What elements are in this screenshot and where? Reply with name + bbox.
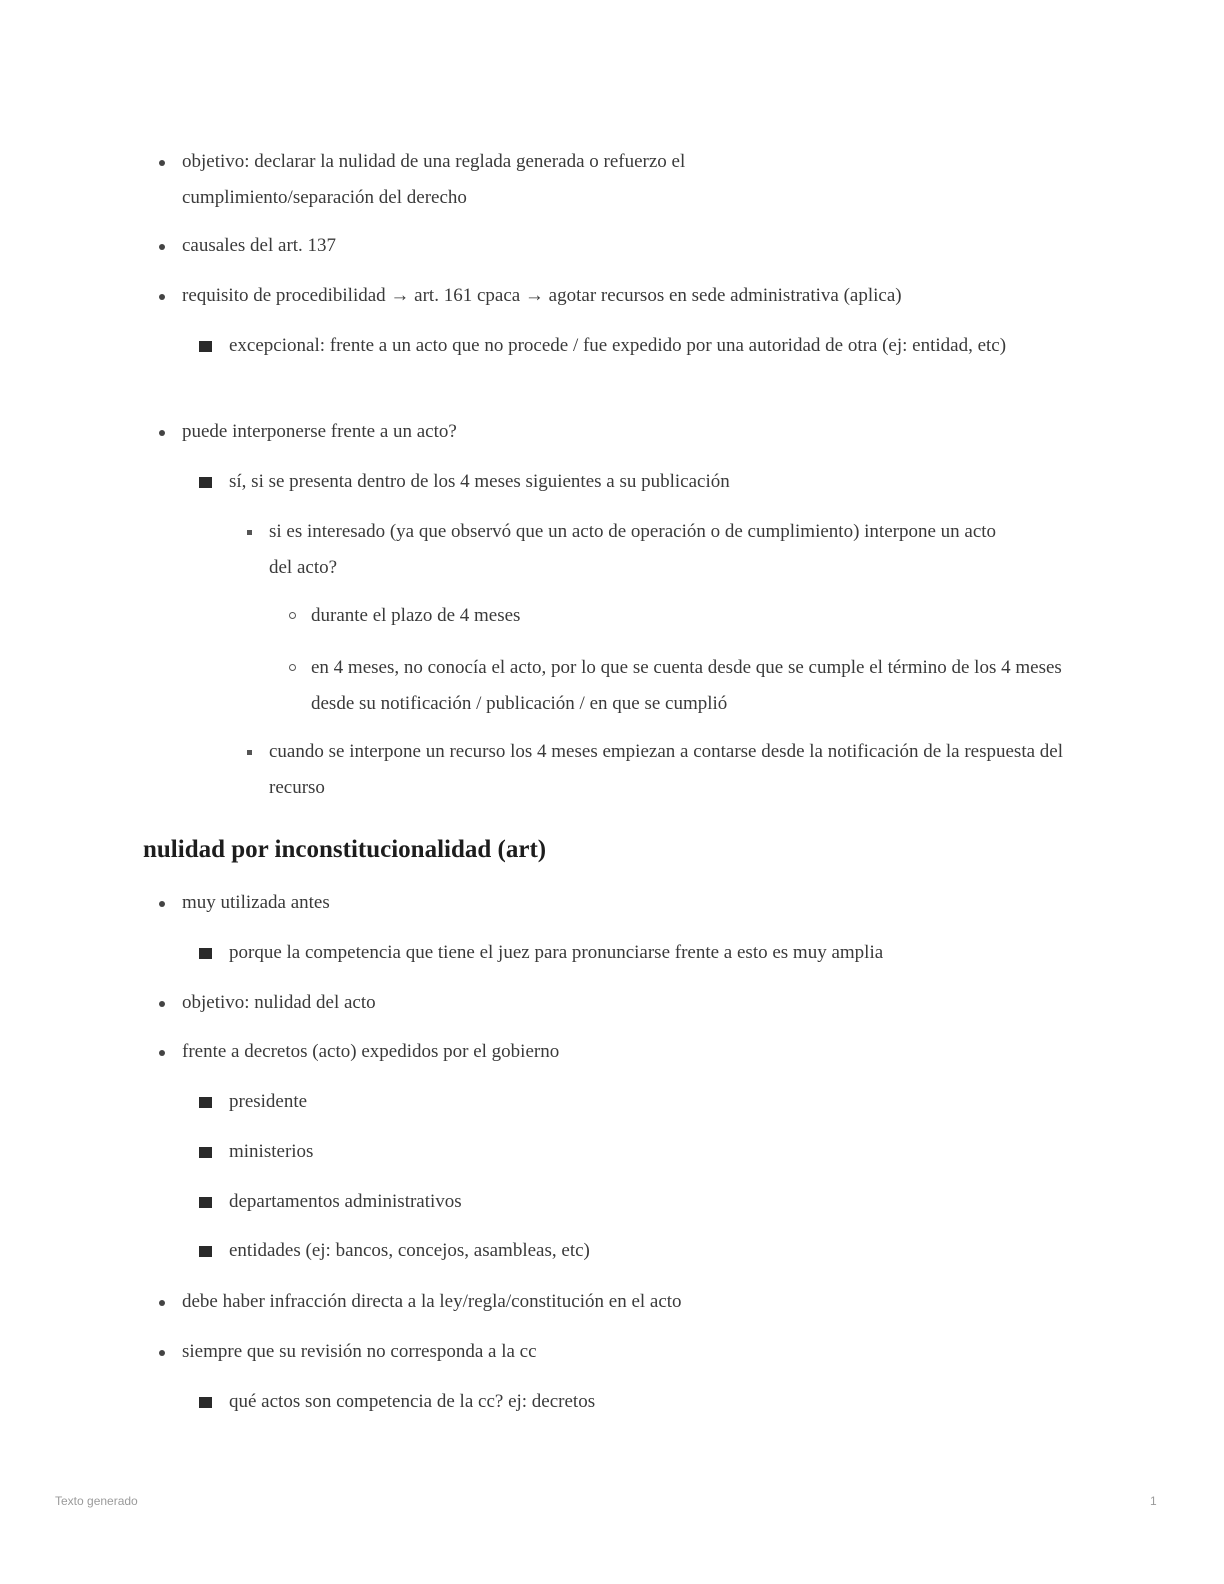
list-item-text: cuando se interpone un recurso los 4 meses empiezan a contarse desde la notificación de la respuesta del recurso [269,741,1064,798]
bullet-icon [199,1147,212,1158]
bullet-icon [159,901,165,907]
bullet-icon [159,1050,165,1056]
list-item-text: ministerios [229,1141,314,1162]
list-item-text: si es interesado (ya que observó que un acto de operación o de cumplimiento) interpone un acto del acto? [269,521,997,578]
bullet-icon [159,430,165,436]
bullet-icon [199,1197,212,1208]
bullet-icon [289,664,296,671]
list-item-text: siempre que su revisión no corresponda a la cc [182,1341,537,1362]
list-item-text: presidente [229,1091,308,1112]
bullet-icon [159,1350,165,1356]
bullet-icon [199,341,212,352]
list-item-text: qué actos son competencia de la cc? ej: decretos [229,1391,596,1412]
list-item-text: departamentos administrativos [229,1191,462,1212]
bullet-icon [159,1001,165,1007]
bullet-icon [159,244,165,250]
bullet-icon [247,750,252,755]
list-item-text: durante el plazo de 4 meses [311,605,521,626]
bullet-icon [159,1300,165,1306]
list-item-text: causales del art. 137 [182,235,337,256]
page-number: 1 [1150,1494,1157,1508]
bullet-icon [199,477,212,488]
list-item-text: en 4 meses, no conocía el acto, por lo que se cuenta desde que se cumple el término de los 4 meses desde su notificación / publicación / en que se cumplió [311,657,1062,714]
bullet-icon [159,160,165,166]
bullet-icon [289,612,296,619]
list-item-text: requisito de procedibilidad → art. 161 cpaca → agotar recursos en sede administrativa (aplica) [182,285,902,306]
list-item-text: debe haber infracción directa a la ley/regla/constitución en el acto [182,1291,682,1312]
list-item-text: objetivo: nulidad del acto [182,992,376,1013]
bullet-icon [247,530,252,535]
bullet-icon [199,948,212,959]
list-item-text: porque la competencia que tiene el juez para pronunciarse frente a esto es muy amplia [229,942,884,963]
list-item-text: objetivo: declarar la nulidad de una reglada generada o refuerzo el cumplimiento/separación del derecho [182,151,686,208]
list-item-text: entidades (ej: bancos, concejos, asambleas, etc) [229,1240,590,1261]
list-item-text: puede interponerse frente a un acto? [182,421,457,442]
bullet-icon [199,1246,212,1257]
bullet-icon [199,1097,212,1108]
section-heading: nulidad por inconstitucionalidad (art) [143,836,547,863]
list-item-text: muy utilizada antes [182,892,330,913]
list-item-text: excepcional: frente a un acto que no procede / fue expedido por una autoridad de otra (ej: entidad, etc) [229,335,1007,356]
list-item-text: sí, si se presenta dentro de los 4 meses siguientes a su publicación [229,471,730,492]
footer-left: Texto generado [55,1494,138,1508]
list-item-text: frente a decretos (acto) expedidos por el gobierno [182,1041,560,1062]
bullet-icon [199,1397,212,1408]
bullet-icon [159,294,165,300]
